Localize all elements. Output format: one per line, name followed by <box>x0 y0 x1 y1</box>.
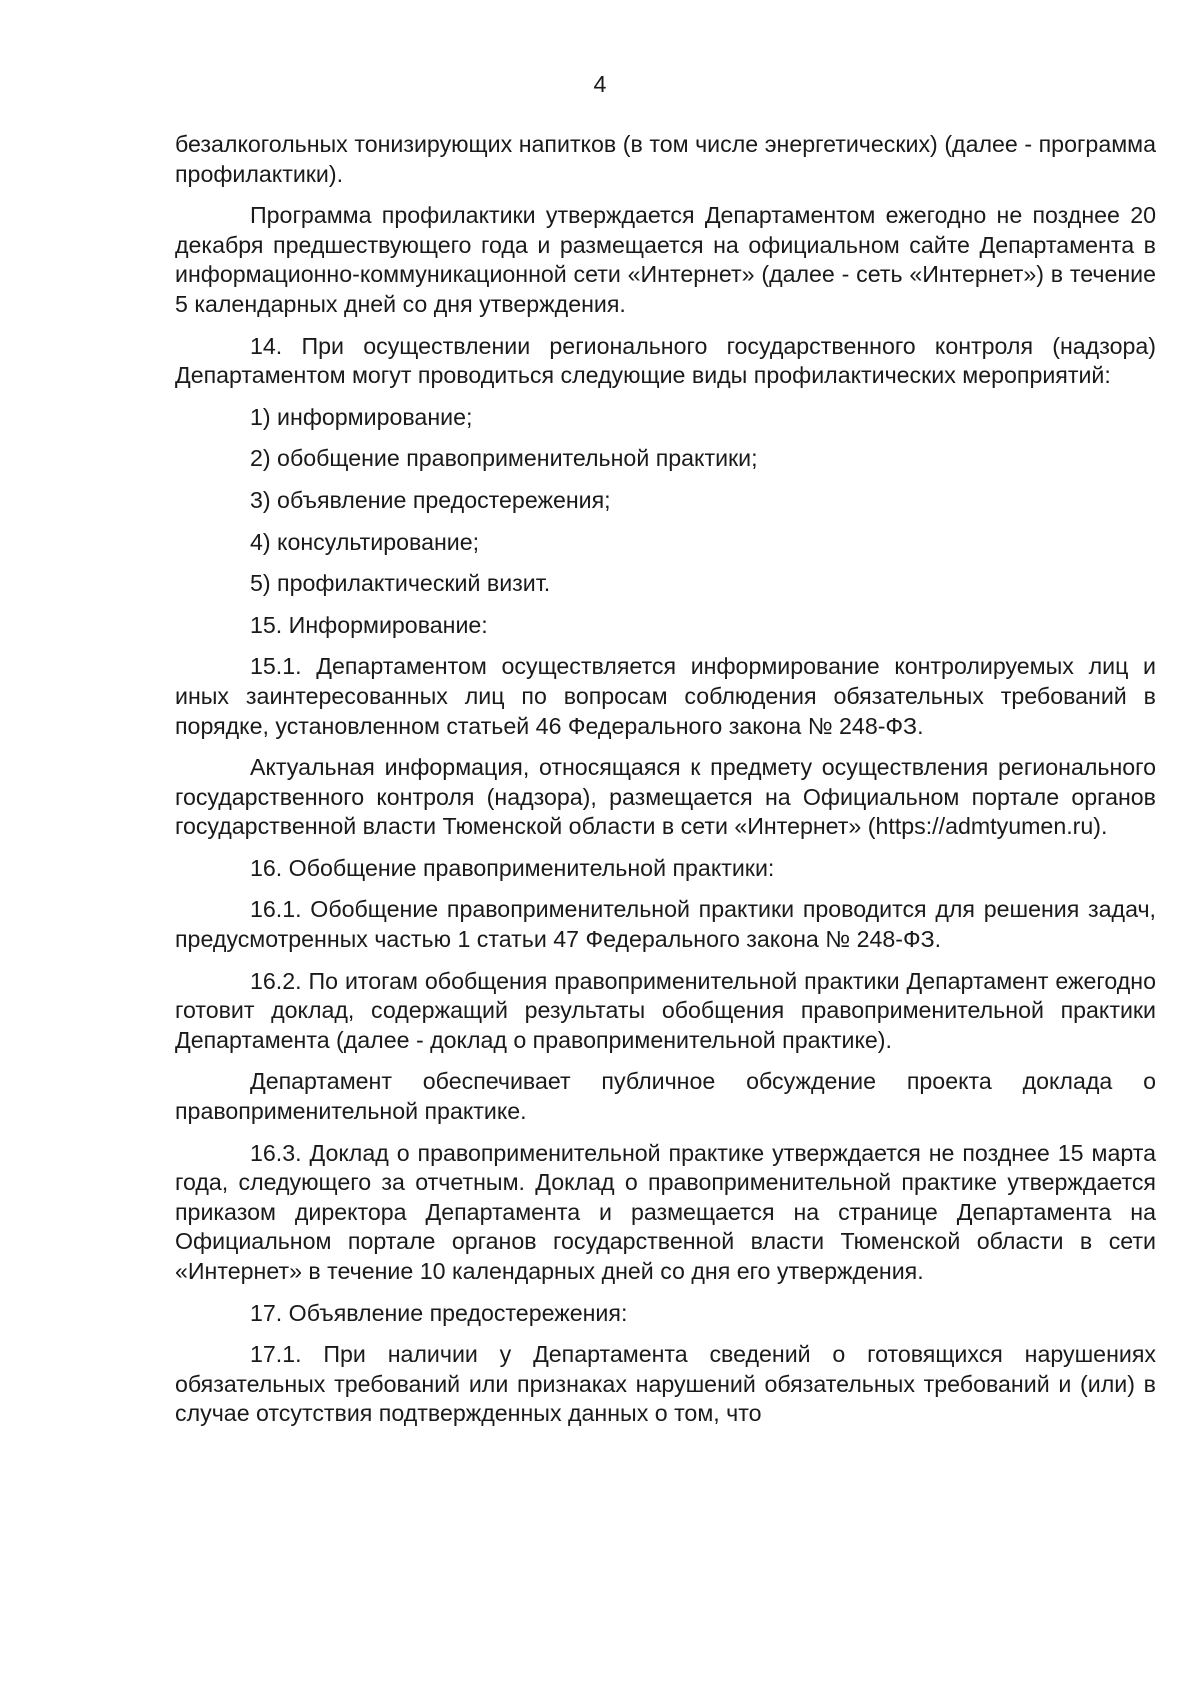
section-heading: 16. Обобщение правоприменительной практики: <box>250 854 775 881</box>
paragraph: 16.1. Обобщение правоприменительной практики проводится для решения задач, предусмотренных частью 1 статьи 47 Федерального закона № 248-ФЗ. <box>175 896 1156 953</box>
list-item: 5) профилактический визит. <box>250 570 551 597</box>
paragraph: безалкогольных тонизирующих напитков (в том числе энергетических) (далее - программа профилактики). <box>175 131 1156 187</box>
paragraph: 17.1. При наличии у Департамента сведений о готовящихся нарушениях обязательных требований или признаках нарушений обязательных требований и (или) в случае отсутствия подтвержденных данных о том, что <box>175 1341 1156 1427</box>
paragraph: 16.2. По итогам обобщения правоприменительной практики Департамент ежегодно готовит доклад, содержащий результаты обобщения правоприменительной практики Департамента (далее - доклад о правоприменительной практике). <box>175 967 1156 1053</box>
paragraph: Актуальная информация, относящаяся к предмету осуществления регионального государственного контроля (надзора), размещается на Официальном портале органов государственной власти Тюменской области в сети «Интернет» (https://admtyumen.ru). <box>175 754 1156 840</box>
list-item: 4) консультирование; <box>250 528 480 555</box>
paragraph: Департамент обеспечивает публичное обсуждение проекта доклада о правоприменительной практике. <box>175 1068 1156 1125</box>
list-item: 1) информирование; <box>250 403 473 430</box>
section-heading: 15. Информирование: <box>250 611 488 638</box>
document-body <box>175 130 1156 1429</box>
paragraph: 14. При осуществлении регионального государственного контроля (надзора) Департаментом могут проводиться следующие виды профилактических мероприятий: <box>175 332 1156 389</box>
paragraph: Программа профилактики утверждается Департаментом ежегодно не позднее 20 декабря предшествующего года и размещается на официальном сайте Департамента в информационно-коммуникационной сети «Интернет» (далее - сеть «Интернет») в течение 5 календарных дней со дня утверждения. <box>175 202 1156 317</box>
page-number: 4 <box>593 71 607 97</box>
list-item: 3) объявление предостережения; <box>250 486 611 513</box>
section-heading: 17. Объявление предостережения: <box>250 1299 628 1326</box>
paragraph: 16.3. Доклад о правоприменительной практике утверждается не позднее 15 марта года, следующего за отчетным. Доклад о правоприменительной практике утверждается приказом директора Департамента и размещается на странице Департамента на Официальном портале органов государственной власти Тюменской области в сети «Интернет» в течение 10 календарных дней со дня его утверждения. <box>175 1139 1156 1284</box>
list-item: 2) обобщение правоприменительной практики; <box>250 445 758 472</box>
paragraph: 15.1. Департаментом осуществляется информирование контролируемых лиц и иных заинтересованных лиц по вопросам соблюдения обязательных требований в порядке, установленном статьей 46 Федерального закона № 248-ФЗ. <box>175 653 1156 739</box>
